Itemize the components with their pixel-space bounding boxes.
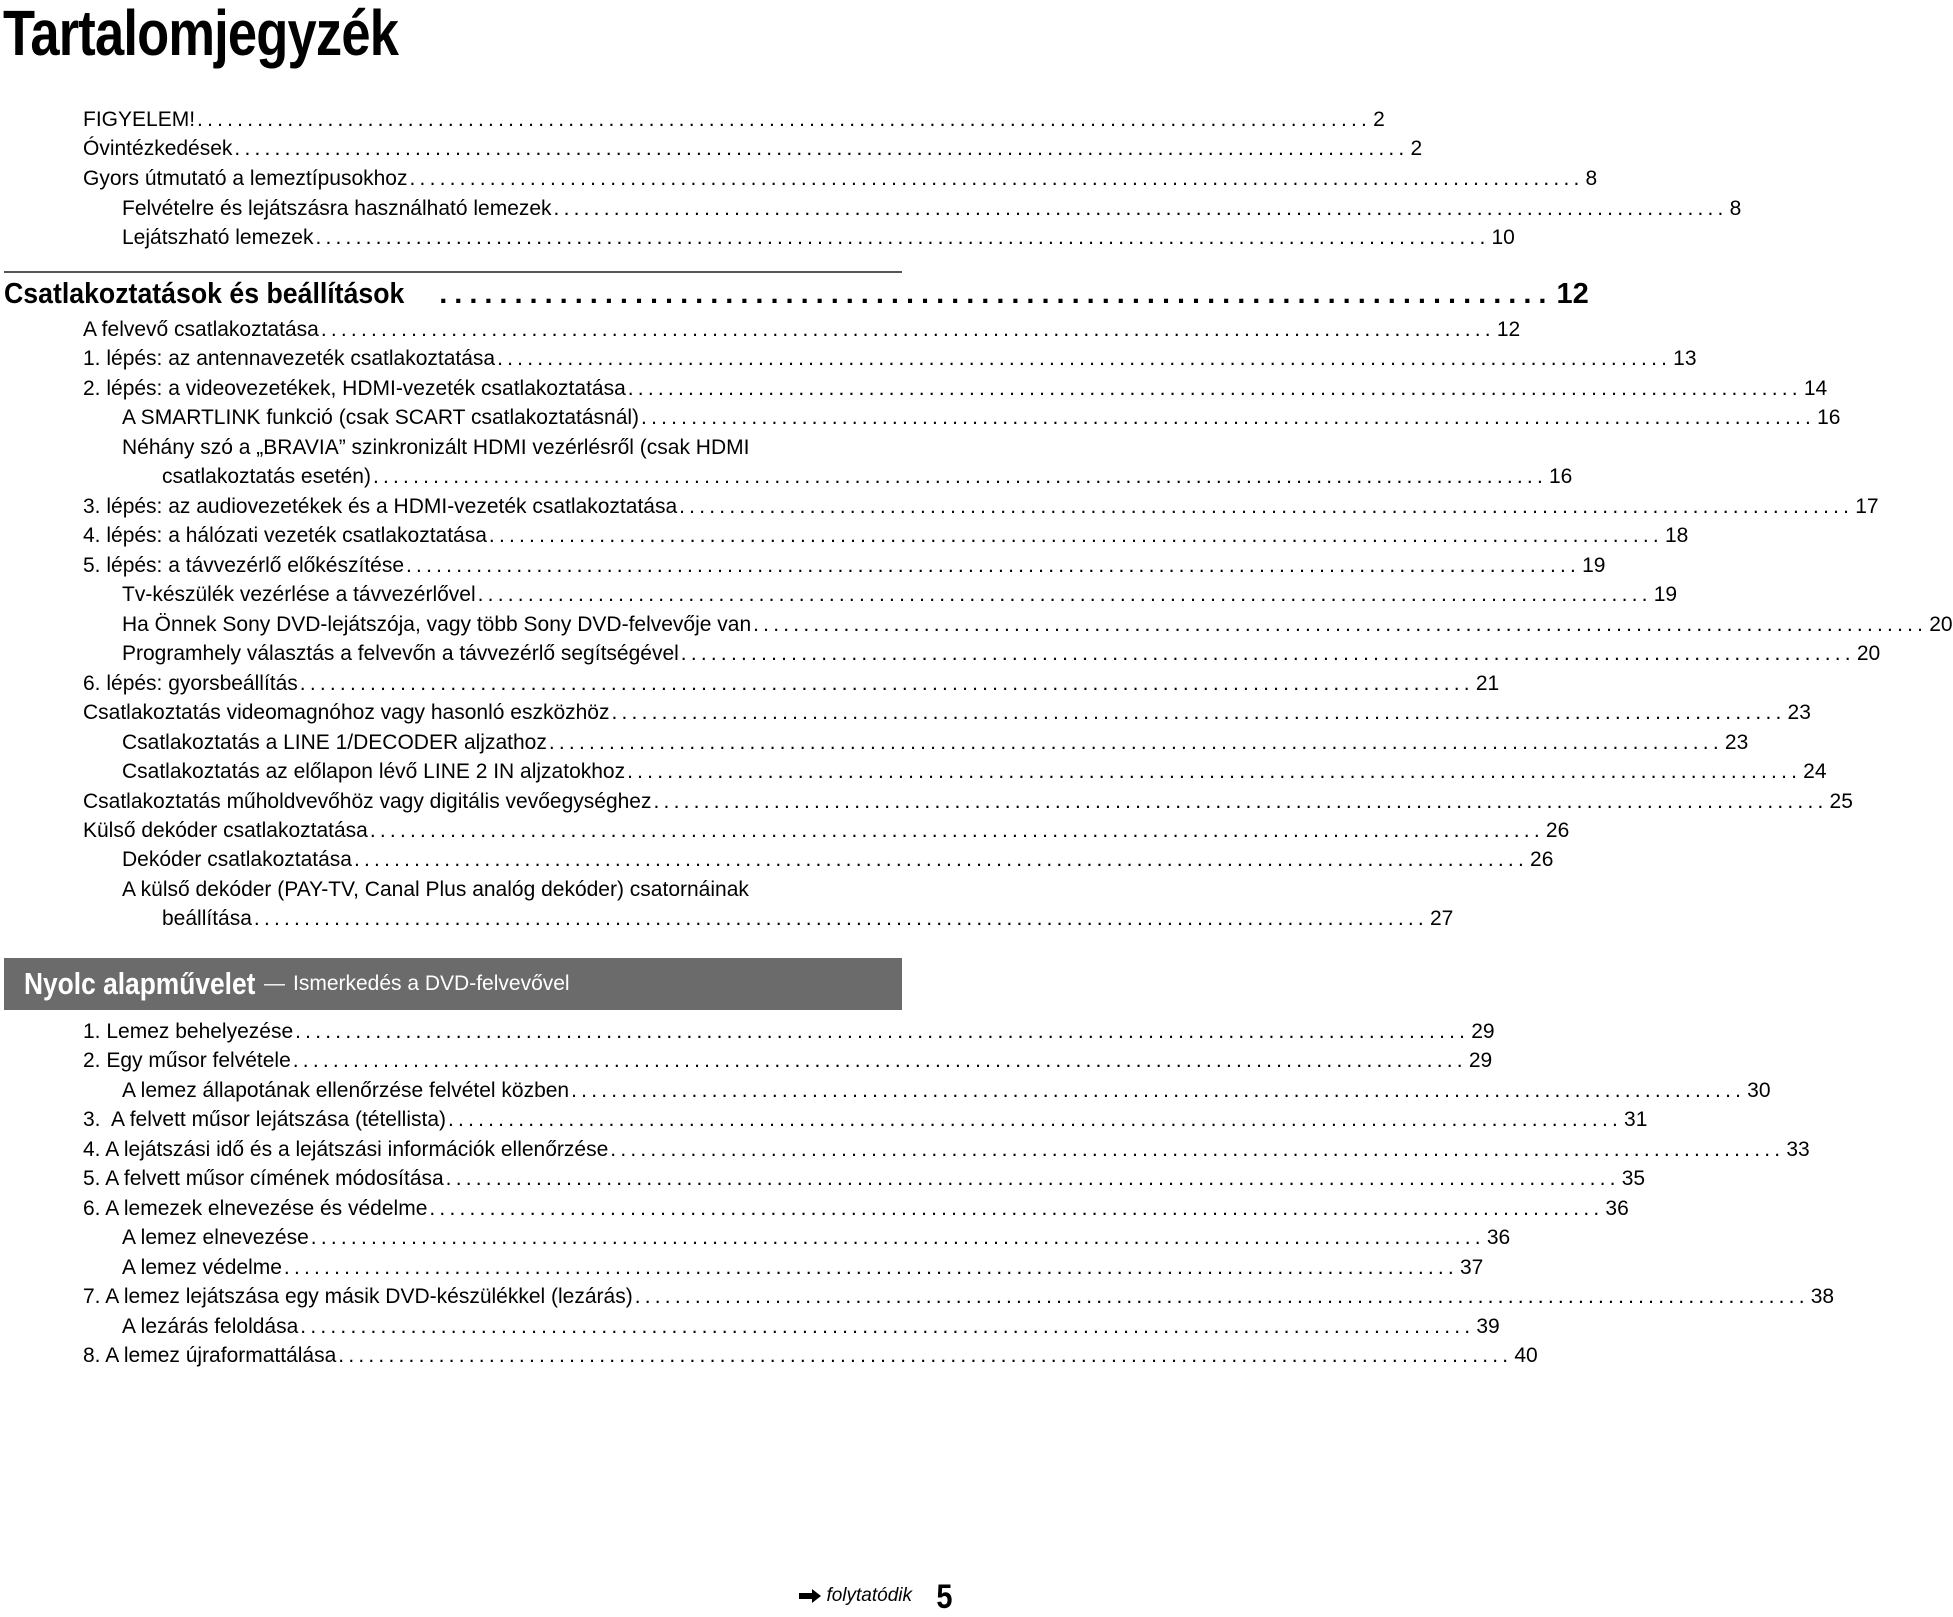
section-heading-page: 12 xyxy=(1556,278,1589,310)
dot-leader: ..................................................................................................................... xyxy=(315,226,1490,249)
dot-leader: ..................................................................................................................... xyxy=(627,760,1802,783)
toc-entry-page: 8 xyxy=(1729,197,1742,220)
toc-entry-text: 6. A lemezek elnevezése és védelme xyxy=(83,1197,428,1220)
toc-entry[interactable] xyxy=(83,1048,1493,1074)
dot-leader: ..................................................................................................................... xyxy=(300,1315,1475,1338)
dot-leader: ..................................................................................................................... xyxy=(429,1197,1604,1220)
dot-leader: ..................................................................................................................... xyxy=(406,554,1581,577)
toc-entry-page: 35 xyxy=(1621,1167,1646,1190)
dot-leader: ..................................................................................................................... xyxy=(448,1108,1623,1131)
toc-entry-text: beállítása xyxy=(162,907,252,930)
toc-entry[interactable] xyxy=(83,1019,1495,1045)
continued-label: folytatódik xyxy=(826,1585,912,1606)
toc-entry[interactable] xyxy=(122,1225,1511,1251)
toc-entry-text: 2. lépés: a videovezetékek, HDMI-vezeték csatlakoztatása xyxy=(83,377,626,400)
toc-entry-page: 29 xyxy=(1468,1049,1493,1072)
toc-entry-page: 40 xyxy=(1514,1344,1538,1367)
toc-entry[interactable] xyxy=(122,759,1827,785)
dot-leader: ..................................................................................................................... xyxy=(627,377,1802,400)
dot-leader: ..................................................................................................................... xyxy=(571,1079,1746,1102)
toc-entry[interactable] xyxy=(122,641,1881,667)
dot-leader: ..................................................................................................................... xyxy=(320,318,1495,341)
toc-entry[interactable] xyxy=(83,818,1570,844)
toc-entry[interactable] xyxy=(122,1255,1484,1281)
dot-leader: ..................................................................................................................... xyxy=(610,1138,1785,1161)
toc-entry-page: 13 xyxy=(1673,347,1697,370)
toc-entry-page: 36 xyxy=(1605,1197,1629,1220)
toc-entry-text: 4. lépés: a hálózati vezeték csatlakoztatása xyxy=(83,524,487,547)
toc-entry-text: Csatlakoztatás műholdvevőhöz vagy digitális vevőegységhez xyxy=(83,790,652,813)
toc-entry-page: 33 xyxy=(1786,1138,1810,1161)
dot-leader: ..................................................................................................................... xyxy=(753,613,1928,636)
toc-entry[interactable] xyxy=(122,225,1515,251)
continued-link[interactable] xyxy=(798,1585,912,1607)
section-divider xyxy=(4,271,902,273)
section-band-subtitle: Ismerkedés a DVD-felvevővel xyxy=(293,972,570,995)
toc-entry-text: 6. lépés: gyorsbeállítás xyxy=(83,672,298,695)
toc-entry-text: A lemez elnevezése xyxy=(122,1226,309,1249)
toc-entry-text: 1. lépés: az antennavezeték csatlakoztatása xyxy=(83,347,496,370)
toc-entry[interactable] xyxy=(83,107,1385,133)
toc-entry-text: Óvintézkedések xyxy=(83,137,233,160)
toc-entry-page: 23 xyxy=(1724,731,1749,754)
toc-entry-text: 4. A lejátszási idő és a lejátszási információk ellenőrzése xyxy=(83,1138,609,1161)
dot-leader: .......................................................................... xyxy=(439,278,1554,310)
dot-leader: ..................................................................................................................... xyxy=(292,1049,1467,1072)
toc-entry[interactable] xyxy=(162,464,1573,490)
toc-entry-text: A lemez védelme xyxy=(122,1256,282,1279)
dot-leader: ..................................................................................................................... xyxy=(548,731,1723,754)
toc-entry-page: 24 xyxy=(1803,760,1827,783)
dot-leader: ..................................................................................................................... xyxy=(283,1256,1458,1279)
toc-entry-text: 2. Egy műsor felvétele xyxy=(83,1049,291,1072)
toc-entry[interactable] xyxy=(83,1137,1810,1163)
toc-entry[interactable] xyxy=(83,1107,1648,1133)
dot-leader: ..................................................................................................................... xyxy=(553,197,1728,220)
toc-entry-page: 14 xyxy=(1803,377,1828,400)
toc-entry-text: A SMARTLINK funkció (csak SCART csatlakoztatásnál) xyxy=(122,406,640,429)
toc-entry[interactable] xyxy=(122,582,1678,608)
toc-entry-page: 36 xyxy=(1486,1226,1511,1249)
page-number: 5 xyxy=(936,1578,953,1616)
toc-entry[interactable] xyxy=(122,1078,1771,1104)
dot-leader: ..................................................................................................................... xyxy=(634,1285,1809,1308)
toc-entry-text: Tv-készülék vezérlése a távvezérlővel xyxy=(122,583,476,606)
toc-entry-text: FIGYELEM! xyxy=(83,108,196,131)
toc-entry-page: 23 xyxy=(1787,701,1811,724)
toc-entry-text: Ha Önnek Sony DVD-lejátszója, vagy több Sony DVD-felvevője van xyxy=(122,613,752,636)
toc-entry[interactable] xyxy=(122,1314,1500,1340)
toc-entry-text: Gyors útmutató a lemeztípusokhoz xyxy=(83,167,408,190)
dot-leader: ..................................................................................................................... xyxy=(372,465,1547,488)
toc-entry[interactable] xyxy=(83,166,1598,192)
section-band[interactable] xyxy=(4,958,902,1010)
toc-entry[interactable] xyxy=(83,1284,1835,1310)
toc-entry-page: 19 xyxy=(1653,583,1678,606)
toc-entry[interactable] xyxy=(83,671,1500,697)
page-title: Tartalomjegyzék xyxy=(3,0,399,69)
toc-entry[interactable] xyxy=(83,1196,1629,1222)
dot-leader: ..................................................................................................................... xyxy=(253,907,1428,930)
toc-entry-page: 20 xyxy=(1856,642,1881,665)
toc-entry[interactable] xyxy=(83,1166,1646,1192)
dot-leader: ..................................................................................................................... xyxy=(497,347,1672,370)
toc-entry-page: 31 xyxy=(1624,1108,1648,1131)
toc-entry-text-line1[interactable]: Néhány szó a „BRAVIA” szinkronizált HDMI vezérlésről (csak HDMI xyxy=(122,436,750,459)
toc-entry-page: 18 xyxy=(1664,524,1689,547)
toc-entry-text: 8. A lemez újraformattálása xyxy=(83,1344,337,1367)
toc-entry-page: 17 xyxy=(1855,495,1879,518)
toc-entry-text: Felvételre és lejátszásra használható lemezek xyxy=(122,197,552,220)
toc-entry-page: 39 xyxy=(1476,1315,1500,1338)
toc-entry-page: 19 xyxy=(1582,554,1606,577)
dot-leader: ..................................................................................................................... xyxy=(445,1167,1620,1190)
toc-entry-page: 25 xyxy=(1829,790,1853,813)
dot-leader: ..................................................................................................................... xyxy=(310,1226,1485,1249)
toc-entry-text: 5. lépés: a távvezérlő előkészítése xyxy=(83,554,405,577)
dot-leader: ..................................................................................................................... xyxy=(197,108,1372,131)
toc-entry-page: 26 xyxy=(1530,848,1554,871)
toc-entry-text: Csatlakoztatás videomagnóhoz vagy hasonló eszközhöz xyxy=(83,701,610,724)
toc-entry[interactable] xyxy=(122,612,1953,638)
toc-entry-page: 37 xyxy=(1459,1256,1484,1279)
toc-entry-page: 26 xyxy=(1545,819,1570,842)
dot-leader: ..................................................................................................................... xyxy=(338,1344,1513,1367)
toc-entry[interactable] xyxy=(162,906,1454,932)
toc-entry-page: 38 xyxy=(1810,1285,1835,1308)
dot-leader: ..................................................................................................................... xyxy=(409,167,1584,190)
dot-leader: ..................................................................................................................... xyxy=(295,1020,1470,1043)
toc-entry-text: A lemez állapotának ellenőrzése felvétel közben xyxy=(122,1079,570,1102)
toc-entry-text: Programhely választás a felvevőn a távvezérlő segítségével xyxy=(122,642,679,665)
dot-leader: ..................................................................................................................... xyxy=(611,701,1786,724)
toc-entry[interactable] xyxy=(83,523,1689,549)
dot-leader: ..................................................................................................................... xyxy=(369,819,1544,842)
toc-entry-page: 8 xyxy=(1585,167,1598,190)
toc-entry-text: Csatlakoztatás az előlapon lévő LINE 2 IN aljzatokhoz xyxy=(122,760,626,783)
toc-entry-text: csatlakoztatás esetén) xyxy=(162,465,371,488)
toc-entry-text: Csatlakoztatás a LINE 1/DECODER aljzathoz xyxy=(122,731,547,754)
toc-entry-page: 20 xyxy=(1929,613,1953,636)
toc-entry-text: 5. A felvett műsor címének módosítása xyxy=(83,1167,444,1190)
dot-leader: ..................................................................................................................... xyxy=(477,583,1652,606)
dot-leader: ..................................................................................................................... xyxy=(653,790,1828,813)
toc-entry[interactable] xyxy=(83,553,1606,579)
section-heading[interactable] xyxy=(4,276,1589,312)
toc-entry-text: A felvevő csatlakoztatása xyxy=(83,318,319,341)
toc-entry-text: Külső dekóder csatlakoztatása xyxy=(83,819,368,842)
toc-entry[interactable] xyxy=(83,346,1697,372)
toc-entry-text: 3. A felvett műsor lejátszása (tétellista) xyxy=(83,1108,446,1131)
dot-leader: ..................................................................................................................... xyxy=(353,848,1529,871)
toc-entry-page: 27 xyxy=(1429,907,1454,930)
toc-entry-page: 2 xyxy=(1410,137,1423,160)
toc-entry[interactable] xyxy=(83,789,1853,815)
dot-leader: ..................................................................................................................... xyxy=(680,642,1855,665)
section-band-title: Nyolc alapművelet xyxy=(24,966,256,1001)
toc-entry-text: Lejátszható lemezek xyxy=(122,226,314,249)
dot-leader: ..................................................................................................................... xyxy=(299,672,1474,695)
toc-entry-text: A lezárás feloldása xyxy=(122,1315,299,1338)
toc-entry[interactable] xyxy=(83,1343,1538,1369)
dot-leader: ..................................................................................................................... xyxy=(679,495,1854,518)
dot-leader: ..................................................................................................................... xyxy=(488,524,1663,547)
toc-entry-page: 30 xyxy=(1747,1079,1771,1102)
toc-entry-page: 2 xyxy=(1373,108,1385,131)
toc-entry-text: 1. Lemez behelyezése xyxy=(83,1020,294,1043)
toc-entry[interactable] xyxy=(83,494,1879,520)
toc-entry-text: 7. A lemez lejátszása egy másik DVD-készülékkel (lezárás) xyxy=(83,1285,633,1308)
toc-entry-page: 21 xyxy=(1475,672,1500,695)
toc-entry-text-line1[interactable]: A külső dekóder (PAY-TV, Canal Plus analóg dekóder) csatornáinak xyxy=(122,878,749,901)
arrow-right-icon xyxy=(798,1588,822,1604)
toc-entry[interactable] xyxy=(122,405,1841,431)
toc-entry-page: 12 xyxy=(1496,318,1521,341)
toc-entry-page: 16 xyxy=(1817,406,1841,429)
toc-entry[interactable] xyxy=(83,376,1828,402)
toc-entry[interactable] xyxy=(122,730,1749,756)
toc-entry[interactable] xyxy=(83,136,1423,162)
toc-entry[interactable] xyxy=(122,847,1554,873)
toc-entry-page: 10 xyxy=(1491,226,1515,249)
toc-entry[interactable] xyxy=(83,700,1811,726)
toc-entry-page: 16 xyxy=(1549,465,1573,488)
section-band-dash: — xyxy=(264,972,285,995)
dot-leader: ..................................................................................................................... xyxy=(234,137,1409,160)
section-heading-text: Csatlakoztatások és beállítások xyxy=(4,278,405,310)
toc-entry-page: 29 xyxy=(1471,1020,1495,1043)
toc-entry[interactable] xyxy=(122,196,1742,222)
toc-entry-text: 3. lépés: az audiovezetékek és a HDMI-vezeték csatlakoztatása xyxy=(83,495,678,518)
toc-entry-text: Dekóder csatlakoztatása xyxy=(122,848,352,871)
toc-entry[interactable] xyxy=(83,317,1521,343)
dot-leader: ..................................................................................................................... xyxy=(641,406,1816,429)
